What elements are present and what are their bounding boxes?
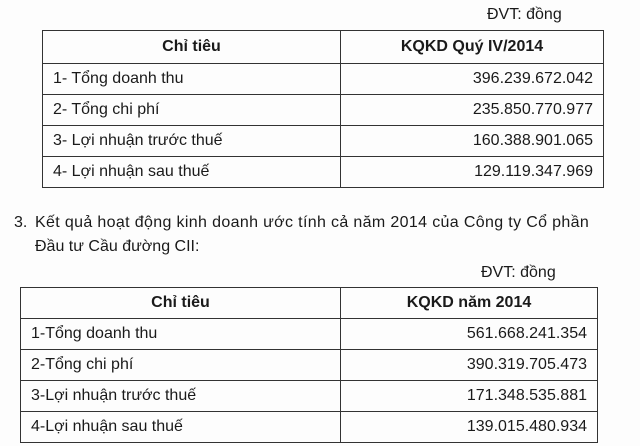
table-header-row	[43, 31, 604, 64]
section-line-1: Kết quả hoạt động kinh doanh ước tính cả năm 2014 của Công ty Cổ phần	[35, 214, 590, 231]
header-kqkd: KQKD Quý IV/2014	[341, 31, 604, 64]
table1-unit-label: ĐVT: đồng	[487, 6, 562, 23]
table-row	[43, 157, 604, 188]
header-chi-tieu: Chỉ tiêu	[21, 288, 341, 319]
table-row	[21, 381, 598, 412]
row-value: 390.319.705.473	[341, 350, 598, 381]
row-value: 171.348.535.881	[341, 381, 598, 412]
row-label: 1-Tổng doanh thu	[21, 319, 341, 350]
section-line-2: Đầu tư Cầu đường CII:	[35, 238, 200, 255]
section-3-paragraph	[14, 211, 640, 259]
table-row	[43, 95, 604, 126]
row-label: 2- Tổng chi phí	[43, 95, 341, 126]
section-number: 3.	[14, 214, 28, 231]
header-chi-tieu: Chỉ tiêu	[43, 31, 341, 64]
table-row	[21, 412, 598, 443]
row-label: 2-Tổng chi phí	[21, 350, 341, 381]
row-value: 139.015.480.934	[341, 412, 598, 443]
table-row	[43, 64, 604, 95]
table-year-2014	[20, 287, 598, 443]
row-value: 129.119.347.969	[341, 157, 604, 188]
table2-unit-label: ĐVT: đồng	[481, 264, 556, 281]
row-label: 4-Lợi nhuận sau thuế	[21, 412, 341, 443]
table-q4-2014	[42, 30, 604, 188]
table-row	[21, 319, 598, 350]
row-value: 561.668.241.354	[341, 319, 598, 350]
row-value: 235.850.770.977	[341, 95, 604, 126]
row-label: 1- Tổng doanh thu	[43, 64, 341, 95]
row-label: 3- Lợi nhuận trước thuế	[43, 126, 341, 157]
table-row	[21, 350, 598, 381]
table-row	[43, 126, 604, 157]
row-value: 160.388.901.065	[341, 126, 604, 157]
header-kqkd: KQKD năm 2014	[341, 288, 598, 319]
row-label: 3-Lợi nhuận trước thuế	[21, 381, 341, 412]
table-header-row	[21, 288, 598, 319]
row-value: 396.239.672.042	[341, 64, 604, 95]
row-label: 4- Lợi nhuận sau thuế	[43, 157, 341, 188]
